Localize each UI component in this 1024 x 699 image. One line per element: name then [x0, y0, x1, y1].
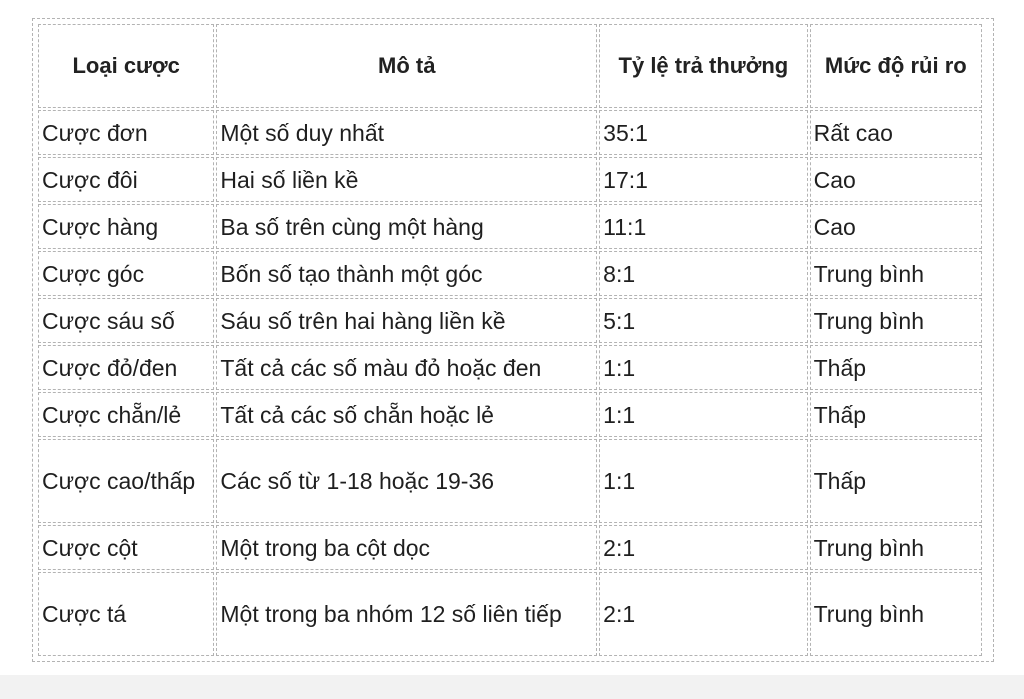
bets-table-container [32, 18, 994, 662]
cell-risk: Cao [810, 157, 982, 202]
cell-bet-type: Cược cột [38, 525, 214, 570]
cell-bet-type: Cược cao/thấp [38, 439, 214, 523]
header-risk: Mức độ rủi ro [810, 24, 982, 108]
table-row [38, 525, 982, 570]
table-row [38, 110, 982, 155]
cell-payout: 8:1 [599, 251, 807, 296]
table-row [38, 204, 982, 249]
table-row [38, 439, 982, 523]
table-header-row [38, 24, 982, 108]
cell-risk: Thấp [810, 439, 982, 523]
table-row [38, 251, 982, 296]
cell-risk: Cao [810, 204, 982, 249]
cell-bet-type: Cược hàng [38, 204, 214, 249]
header-bet-type: Loại cược [38, 24, 214, 108]
cell-bet-type: Cược sáu số [38, 298, 214, 343]
cell-description: Hai số liền kề [216, 157, 597, 202]
cell-description: Một số duy nhất [216, 110, 597, 155]
page-bottom-band [0, 675, 1024, 699]
cell-description: Sáu số trên hai hàng liền kề [216, 298, 597, 343]
table-row [38, 345, 982, 390]
cell-description: Ba số trên cùng một hàng [216, 204, 597, 249]
header-payout: Tỷ lệ trả thưởng [599, 24, 807, 108]
cell-payout: 1:1 [599, 345, 807, 390]
cell-bet-type: Cược tá [38, 572, 214, 656]
cell-payout: 17:1 [599, 157, 807, 202]
cell-risk: Thấp [810, 345, 982, 390]
header-description: Mô tả [216, 24, 597, 108]
cell-payout: 1:1 [599, 439, 807, 523]
cell-payout: 5:1 [599, 298, 807, 343]
bet-types-table [36, 22, 984, 658]
cell-description: Tất cả các số màu đỏ hoặc đen [216, 345, 597, 390]
cell-description: Một trong ba nhóm 12 số liên tiếp [216, 572, 597, 656]
cell-risk: Rất cao [810, 110, 982, 155]
table-row [38, 392, 982, 437]
cell-description: Một trong ba cột dọc [216, 525, 597, 570]
table-row [38, 572, 982, 656]
cell-risk: Thấp [810, 392, 982, 437]
cell-payout: 11:1 [599, 204, 807, 249]
cell-description: Các số từ 1-18 hoặc 19-36 [216, 439, 597, 523]
cell-bet-type: Cược góc [38, 251, 214, 296]
table-row [38, 157, 982, 202]
cell-bet-type: Cược đôi [38, 157, 214, 202]
cell-risk: Trung bình [810, 251, 982, 296]
cell-bet-type: Cược đỏ/đen [38, 345, 214, 390]
cell-description: Tất cả các số chẵn hoặc lẻ [216, 392, 597, 437]
cell-bet-type: Cược đơn [38, 110, 214, 155]
cell-payout: 2:1 [599, 572, 807, 656]
cell-payout: 1:1 [599, 392, 807, 437]
table-row [38, 298, 982, 343]
cell-payout: 35:1 [599, 110, 807, 155]
cell-payout: 2:1 [599, 525, 807, 570]
cell-risk: Trung bình [810, 572, 982, 656]
cell-bet-type: Cược chẵn/lẻ [38, 392, 214, 437]
cell-risk: Trung bình [810, 298, 982, 343]
cell-description: Bốn số tạo thành một góc [216, 251, 597, 296]
cell-risk: Trung bình [810, 525, 982, 570]
